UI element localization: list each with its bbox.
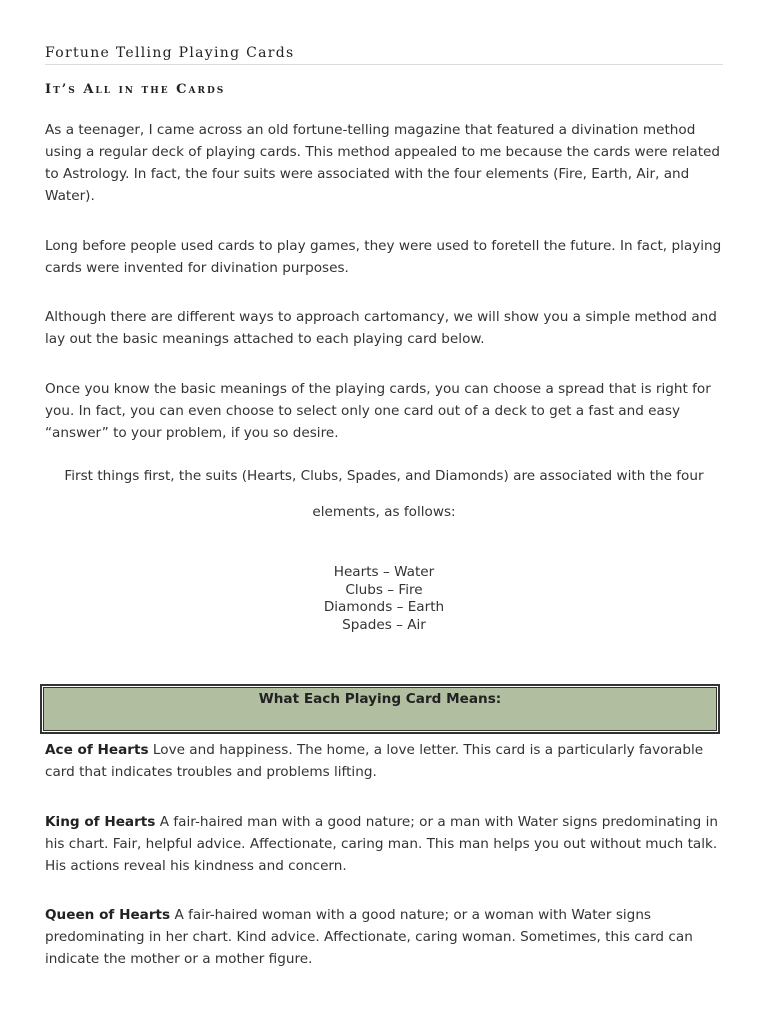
card-meaning: Love and happiness. The home, a love letter. This card is a particularly favorable card that indicates troubles and problems lifting.: [45, 742, 704, 780]
suits-intro-line-2: elements, as follows:: [312, 504, 456, 520]
document-title: Fortune Telling Playing Cards: [45, 45, 723, 65]
paragraph-method: Although there are different ways to approach cartomancy, we will show you a simple method and lay out the basic meanings attached to each playing card below.: [45, 309, 717, 347]
card-name: Ace of Hearts: [45, 742, 149, 758]
card-entry-queen-of-hearts: [45, 904, 723, 970]
paragraph-intro: As a teenager, I came across an old fortune-telling magazine that featured a divination method using a regular deck of playing cards. This method appealed to me because the cards were related to Astrology. In fact, the four suits were associated with the four elements (Fire, Earth, Air, and Water).: [45, 122, 721, 204]
paragraph-history: Long before people used cards to play games, they were used to foretell the future. In fact, playing cards were invented for divination purposes.: [45, 238, 722, 276]
section-heading: It’s All in the Cards: [45, 82, 226, 97]
suit-diamonds: Diamonds – Earth: [323, 599, 445, 615]
suit-element-list: [45, 564, 723, 634]
card-entry-king-of-hearts: [45, 811, 723, 877]
card-entry-ace-of-hearts: [45, 739, 723, 783]
card-meaning: A fair-haired woman with a good nature; or a woman with Water signs predominating in her chart. Kind advice. Affectionate, caring woman. Sometimes, this card can indicate the mother or a mother figure.: [45, 907, 693, 967]
suit-hearts: Hearts – Water: [333, 564, 435, 580]
card-name: Queen of Hearts: [45, 907, 171, 923]
suit-clubs: Clubs – Fire: [345, 581, 423, 598]
card-meanings-banner: [40, 684, 720, 734]
suits-intro-line-1: First things first, the suits (Hearts, Clubs, Spades, and Diamonds) are associated with the four: [64, 468, 704, 484]
banner-title: What Each Playing Card Means:: [258, 691, 502, 707]
card-name: King of Hearts: [45, 814, 156, 830]
card-meaning: A fair-haired man with a good nature; or a man with Water signs predominating in his chart. Fair, helpful advice. Affectionate, caring man. This man helps you out without much talk. His actions reveal his kindness and concern.: [45, 814, 718, 874]
paragraph-spread: Once you know the basic meanings of the playing cards, you can choose a spread that is right for you. In fact, you can even choose to select only one card out of a deck to get a fast and easy “answer” to your problem, if you so desire.: [45, 381, 711, 441]
suit-spades: Spades – Air: [342, 616, 426, 633]
